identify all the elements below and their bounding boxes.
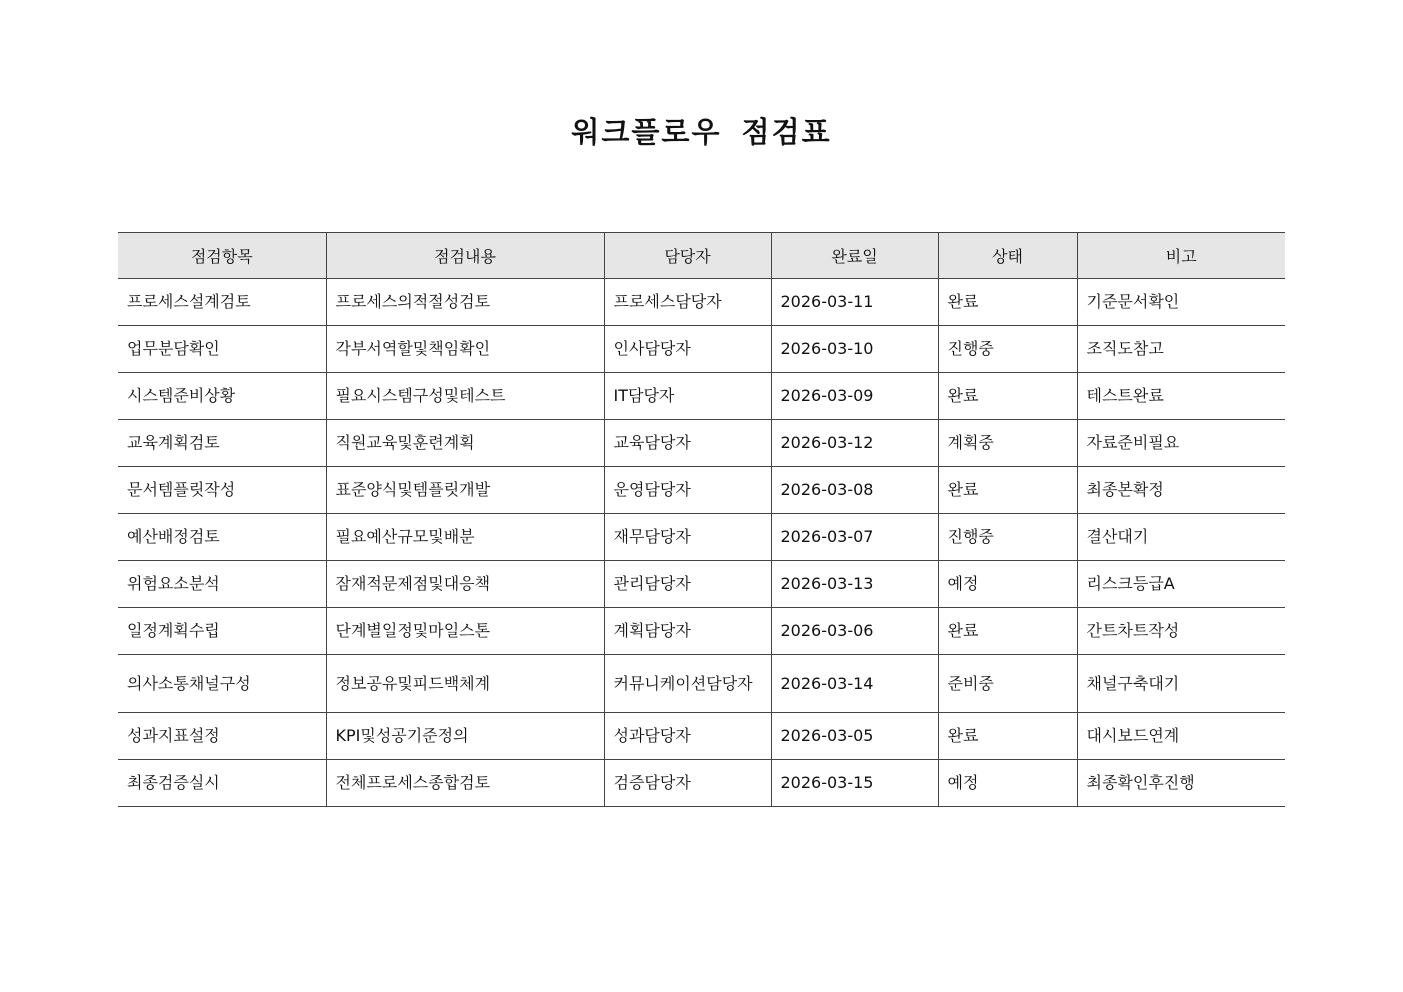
table-row — [118, 655, 1285, 713]
header-status: 상태 — [938, 233, 1077, 279]
cell-remarks: 간트차트작성 — [1077, 608, 1285, 655]
cell-inspection-content: 잠재적문제점및대응책 — [326, 561, 604, 608]
cell-completion-date: 2026-03-10 — [771, 326, 938, 373]
cell-status: 완료 — [938, 713, 1077, 760]
table-row — [118, 467, 1285, 514]
cell-inspection-content: 필요예산규모및배분 — [326, 514, 604, 561]
cell-remarks: 최종확인후진행 — [1077, 760, 1285, 807]
cell-completion-date: 2026-03-15 — [771, 760, 938, 807]
cell-status: 예정 — [938, 561, 1077, 608]
cell-inspection-item: 의사소통채널구성 — [118, 655, 326, 713]
checklist-table — [118, 232, 1285, 807]
cell-completion-date: 2026-03-09 — [771, 373, 938, 420]
cell-inspection-content: 표준양식및템플릿개발 — [326, 467, 604, 514]
cell-remarks: 자료준비필요 — [1077, 420, 1285, 467]
cell-completion-date: 2026-03-12 — [771, 420, 938, 467]
cell-person-in-charge: 재무담당자 — [604, 514, 771, 561]
cell-remarks: 테스트완료 — [1077, 373, 1285, 420]
cell-completion-date: 2026-03-07 — [771, 514, 938, 561]
cell-remarks: 최종본확정 — [1077, 467, 1285, 514]
cell-inspection-content: 단계별일정및마일스톤 — [326, 608, 604, 655]
cell-status: 준비중 — [938, 655, 1077, 713]
header-person-in-charge: 담당자 — [604, 233, 771, 279]
cell-remarks: 리스크등급A — [1077, 561, 1285, 608]
cell-inspection-content: 필요시스템구성및테스트 — [326, 373, 604, 420]
cell-person-in-charge: 관리담당자 — [604, 561, 771, 608]
cell-completion-date: 2026-03-08 — [771, 467, 938, 514]
header-inspection-content: 점검내용 — [326, 233, 604, 279]
cell-person-in-charge: 성과담당자 — [604, 713, 771, 760]
table-row — [118, 373, 1285, 420]
document-title: 워크플로우 점검표 — [571, 115, 832, 149]
table-row — [118, 713, 1285, 760]
cell-remarks: 채널구축대기 — [1077, 655, 1285, 713]
cell-completion-date: 2026-03-13 — [771, 561, 938, 608]
cell-person-in-charge: 커뮤니케이션담당자 — [604, 655, 771, 713]
cell-remarks: 대시보드연계 — [1077, 713, 1285, 760]
cell-status: 완료 — [938, 608, 1077, 655]
cell-person-in-charge: 검증담당자 — [604, 760, 771, 807]
table-row — [118, 514, 1285, 561]
cell-inspection-content: 각부서역할및책임확인 — [326, 326, 604, 373]
cell-inspection-item: 업무분담확인 — [118, 326, 326, 373]
cell-status: 완료 — [938, 467, 1077, 514]
cell-inspection-item: 시스템준비상황 — [118, 373, 326, 420]
cell-inspection-item: 프로세스설계검토 — [118, 279, 326, 326]
cell-inspection-item: 문서템플릿작성 — [118, 467, 326, 514]
cell-person-in-charge: 운영담당자 — [604, 467, 771, 514]
cell-completion-date: 2026-03-11 — [771, 279, 938, 326]
cell-person-in-charge: 교육담당자 — [604, 420, 771, 467]
cell-inspection-item: 예산배정검토 — [118, 514, 326, 561]
cell-status: 완료 — [938, 373, 1077, 420]
cell-person-in-charge: 프로세스담당자 — [604, 279, 771, 326]
table-row — [118, 760, 1285, 807]
cell-status: 완료 — [938, 279, 1077, 326]
cell-status: 진행중 — [938, 514, 1077, 561]
cell-person-in-charge: 인사담당자 — [604, 326, 771, 373]
cell-inspection-content: 직원교육및훈련계획 — [326, 420, 604, 467]
cell-inspection-content: 정보공유및피드백체계 — [326, 655, 604, 713]
cell-inspection-item: 교육계획검토 — [118, 420, 326, 467]
cell-inspection-item: 성과지표설정 — [118, 713, 326, 760]
cell-person-in-charge: IT담당자 — [604, 373, 771, 420]
cell-person-in-charge: 계획담당자 — [604, 608, 771, 655]
cell-inspection-item: 위험요소분석 — [118, 561, 326, 608]
cell-status: 예정 — [938, 760, 1077, 807]
table-row — [118, 608, 1285, 655]
cell-inspection-content: KPI및성공기준정의 — [326, 713, 604, 760]
table-row — [118, 420, 1285, 467]
cell-remarks: 기준문서확인 — [1077, 279, 1285, 326]
cell-status: 계획중 — [938, 420, 1077, 467]
header-completion-date: 완료일 — [771, 233, 938, 279]
cell-completion-date: 2026-03-14 — [771, 655, 938, 713]
cell-inspection-item: 일정계획수립 — [118, 608, 326, 655]
cell-completion-date: 2026-03-06 — [771, 608, 938, 655]
cell-remarks: 조직도참고 — [1077, 326, 1285, 373]
table-header-row — [118, 233, 1285, 279]
cell-remarks: 결산대기 — [1077, 514, 1285, 561]
header-remarks: 비고 — [1077, 233, 1285, 279]
table-row — [118, 326, 1285, 373]
table-row — [118, 561, 1285, 608]
header-inspection-item: 점검항목 — [118, 233, 326, 279]
cell-status: 진행중 — [938, 326, 1077, 373]
cell-inspection-content: 프로세스의적절성검토 — [326, 279, 604, 326]
table-row — [118, 279, 1285, 326]
cell-inspection-item: 최종검증실시 — [118, 760, 326, 807]
cell-inspection-content: 전체프로세스종합검토 — [326, 760, 604, 807]
cell-completion-date: 2026-03-05 — [771, 713, 938, 760]
